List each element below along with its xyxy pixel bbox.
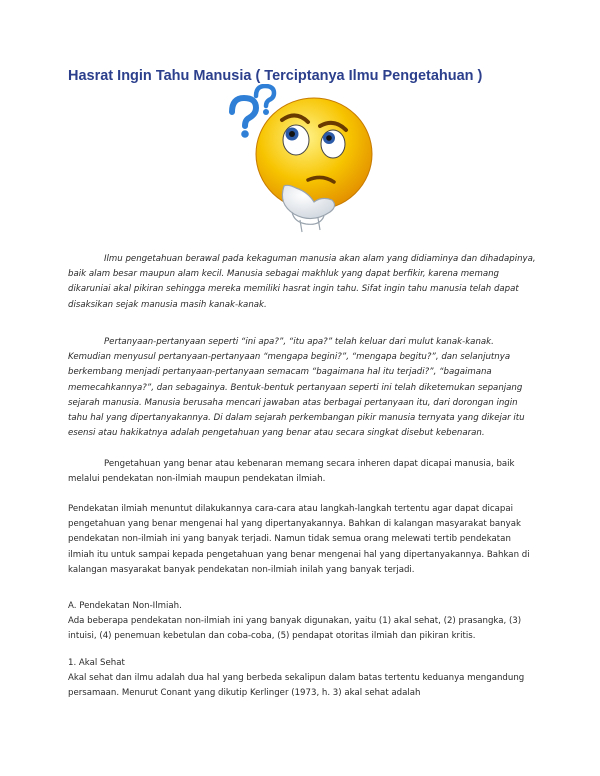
paragraph-truth: Pengetahuan yang benar atau kebenaran memang secara inheren dapat dicapai manusia, baik melalui pendekatan non-ilmiah maupun pendekatan ilmiah.	[68, 459, 515, 485]
paragraph-scientific-approach: Pendekatan ilmiah menuntut dilakukannya cara-cara atau langkah-langkah tertentu agar dapat dicapai pengetahuan yang benar mengenai hal yang dipertanyakannya. Bahkan di kalangan masyarakat banyak pendekatan non-ilmiah ini yang banyak terjadi. Namun tidak semua orang melewati tertib pendekatan ilmiah itu untuk sampai kepada pengetahuan yang benar mengenai hal yang dipertanyakannya. Bahkan di kalangan masyarakat banyak pendekatan non-ilmiah inilah yang banyak terjadi.	[68, 504, 530, 575]
paragraph-common-sense: Akal sehat dan ilmu adalah dua hal yang berbeda sekalipun dalam batas tertentu keduanya mengandung persamaan. Menurut Conant yang dikutip Kerlinger (1973, h. 3) akal sehat adalah	[68, 673, 525, 699]
heading-non-scientific: A. Pendekatan Non-Ilmiah.	[68, 601, 182, 611]
question-mark-icon	[232, 98, 256, 138]
paragraph-intro: Ilmu pengetahuan berawal pada kekaguman manusia akan alam yang didiaminya dan dihadapinya, baik alam besar maupun alam kecil. Manusia sebagai makhluk yang dapat berfikir, karena memang dikaruniai akal pikiran sehingga mereka memiliki hasrat ingin tahu. Sifat ingin tahu manusia telah dapat disaksikan sejak manusia masih kanak-kanak.	[68, 254, 536, 310]
heading-common-sense: 1. Akal Sehat	[68, 658, 125, 668]
thinking-face-with-question-marks-icon	[222, 84, 382, 234]
page-title: Hasrat Ingin Tahu Manusia ( Terciptanya Ilmu Pengetahuan )	[68, 68, 483, 84]
paragraph-questions: Pertanyaan-pertanyaan seperti “ini apa?”, “itu apa?” telah keluar dari mulut kanak-kanak. Kemudian menyusul pertanyaan-pertanyaan “mengapa begini?”, “mengapa begitu?”, dan selanjutnya berkembang menjadi pertanyaan-pertanyaan semacam “bagaimana hal itu terjadi?”, “bagaimana memecahkannya?”, dan sebagainya. Bentuk-bentuk pertanyaan seperti ini telah diketemukan sepanjang sejarah manusia. Manusia berusaha mencari jawaban atas berbagai pertanyaan itu, dari dorongan ingin tahu hal yang dipertanyakannya. Di dalam sejarah perkembangan pikir manusia ternyata yang dikejar itu esensi atau hakikatnya adalah pengetahuan yang benar atau secara singkat disebut kebenaran.	[68, 337, 525, 439]
paragraph-non-scientific-list: Ada beberapa pendekatan non-ilmiah ini yang banyak digunakan, yaitu (1) akal sehat, (2) prasangka, (3) intuisi, (4) penemuan kebetulan dan coba-coba, (5) pendapat otoritas ilmiah dan pikiran kritis.	[68, 616, 522, 642]
